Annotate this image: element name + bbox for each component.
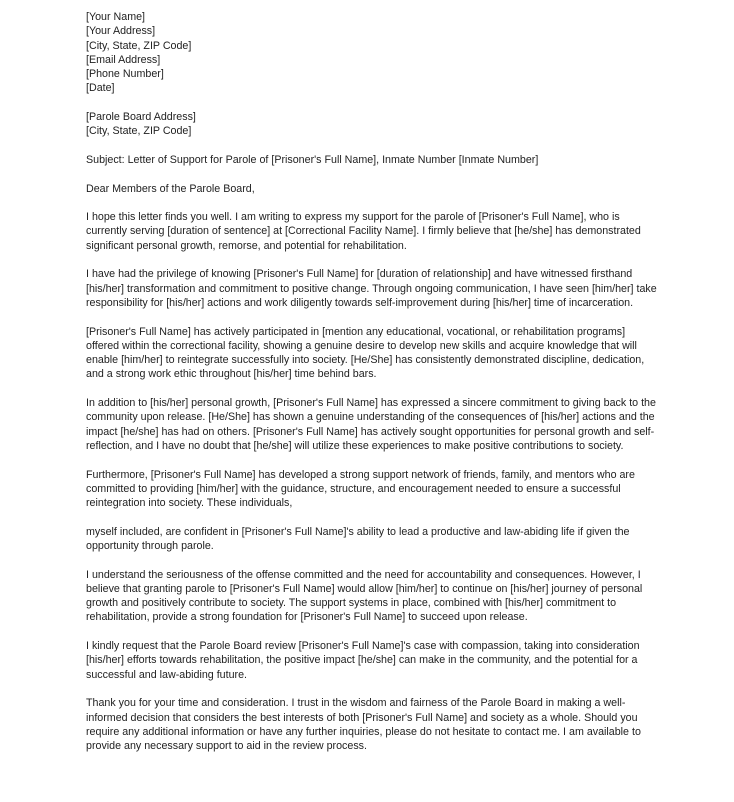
body-paragraph-support-network: Furthermore, [Prisoner's Full Name] has developed a strong support network of friends, family, and mentors who are committed to providing [him/her] with the guidance, structure, and encouragement needed to ensure a successful reintegration into society. These individuals, bbox=[86, 468, 635, 510]
body-paragraph-accountability: I understand the seriousness of the offense committed and the need for accountability and consequences. However, I believe that granting parole to [Prisoner's Full Name] would allow [him/her] to continue on [his/her] journey of personal growth and positively contribute to society. The support systems in place, combined with [his/her] commitment to rehabilitation, provide a strong foundation for [Prisoner's Full Name] to succeed upon release. bbox=[86, 568, 643, 624]
recipient-address: [Parole Board Address] bbox=[86, 111, 196, 124]
body-paragraph-request: I kindly request that the Parole Board review [Prisoner's Full Name]'s case with compassion, taking into consideration [his/her] efforts towards rehabilitation, the positive impact [he/she] can make in the community, and the potential for a successful and law-abiding future. bbox=[86, 640, 640, 681]
sender-address-block bbox=[86, 10, 661, 96]
body-paragraph-programs: [Prisoner's Full Name] has actively participated in [mention any educational, vocational, or rehabilitation programs] offered within the correctional facility, showing a genuine desire to develop new skills and acquire knowledge that will enable [him/her] to reintegrate successfully into society. [He/She] has consistently demonstrated discipline, dedication, and a strong work ethic throughout [his/her] time behind bars. bbox=[86, 325, 645, 381]
sender-phone: [Phone Number] bbox=[86, 68, 164, 81]
salutation: Dear Members of the Parole Board, bbox=[86, 182, 255, 195]
recipient-address-block bbox=[86, 110, 661, 139]
body-paragraph-relationship: I have had the privilege of knowing [Prisoner's Full Name] for [duration of relationship] and have witnessed firsthand [his/her] transformation and commitment to positive change. Through ongoing communication, I have seen [him/her] take responsibility for [his/her] actions and work diligently towards self-improvement during [his/her] time of incarceration. bbox=[86, 268, 657, 309]
sender-address: [Your Address] bbox=[86, 25, 156, 38]
sender-email: [Email Address] bbox=[86, 53, 161, 66]
subject-line: Subject: Letter of Support for Parole of [Prisoner's Full Name], Inmate Number [Inmate Number] bbox=[86, 153, 539, 166]
body-paragraph-intro: I hope this letter finds you well. I am writing to express my support for the parole of [Prisoner's Full Name], who is currently serving [duration of sentence] at [Correctional Facility Name]. I firmly believe that [he/she] has demonstrated significant personal growth, remorse, and potential for rehabilitation. bbox=[86, 211, 641, 252]
sender-city-state-zip: [City, State, ZIP Code] bbox=[86, 39, 192, 52]
body-paragraph-closing: Thank you for your time and consideration. I trust in the wisdom and fairness of the Parole Board in making a well-informed decision that considers the best interests of both [Prisoner's Full Name] and society as a whole. Should you require any additional information or have any further inquiries, please do not hesitate to contact me. I am available to provide any necessary support to aid in the review process. bbox=[86, 697, 641, 753]
body-paragraph-support-continued: myself included, are confident in [Prisoner's Full Name]'s ability to lead a productive and law-abiding life if given the opportunity through parole. bbox=[86, 525, 630, 552]
letter-page bbox=[86, 10, 661, 768]
sender-name: [Your Name] bbox=[86, 11, 146, 23]
body-paragraph-personal-growth: In addition to [his/her] personal growth, [Prisoner's Full Name] has expressed a sincere commitment to giving back to the community upon release. [He/She] has shown a genuine understanding of the consequences of [his/her] actions and the impact [he/she] has had on others. [Prisoner's Full Name] has actively sought opportunities for personal growth and self-reflection, and I have no doubt that [he/she] will utilize these experiences to make positive contributions to society. bbox=[86, 397, 656, 452]
letter-date: [Date] bbox=[86, 82, 115, 95]
recipient-city-state-zip: [City, State, ZIP Code] bbox=[86, 125, 192, 138]
